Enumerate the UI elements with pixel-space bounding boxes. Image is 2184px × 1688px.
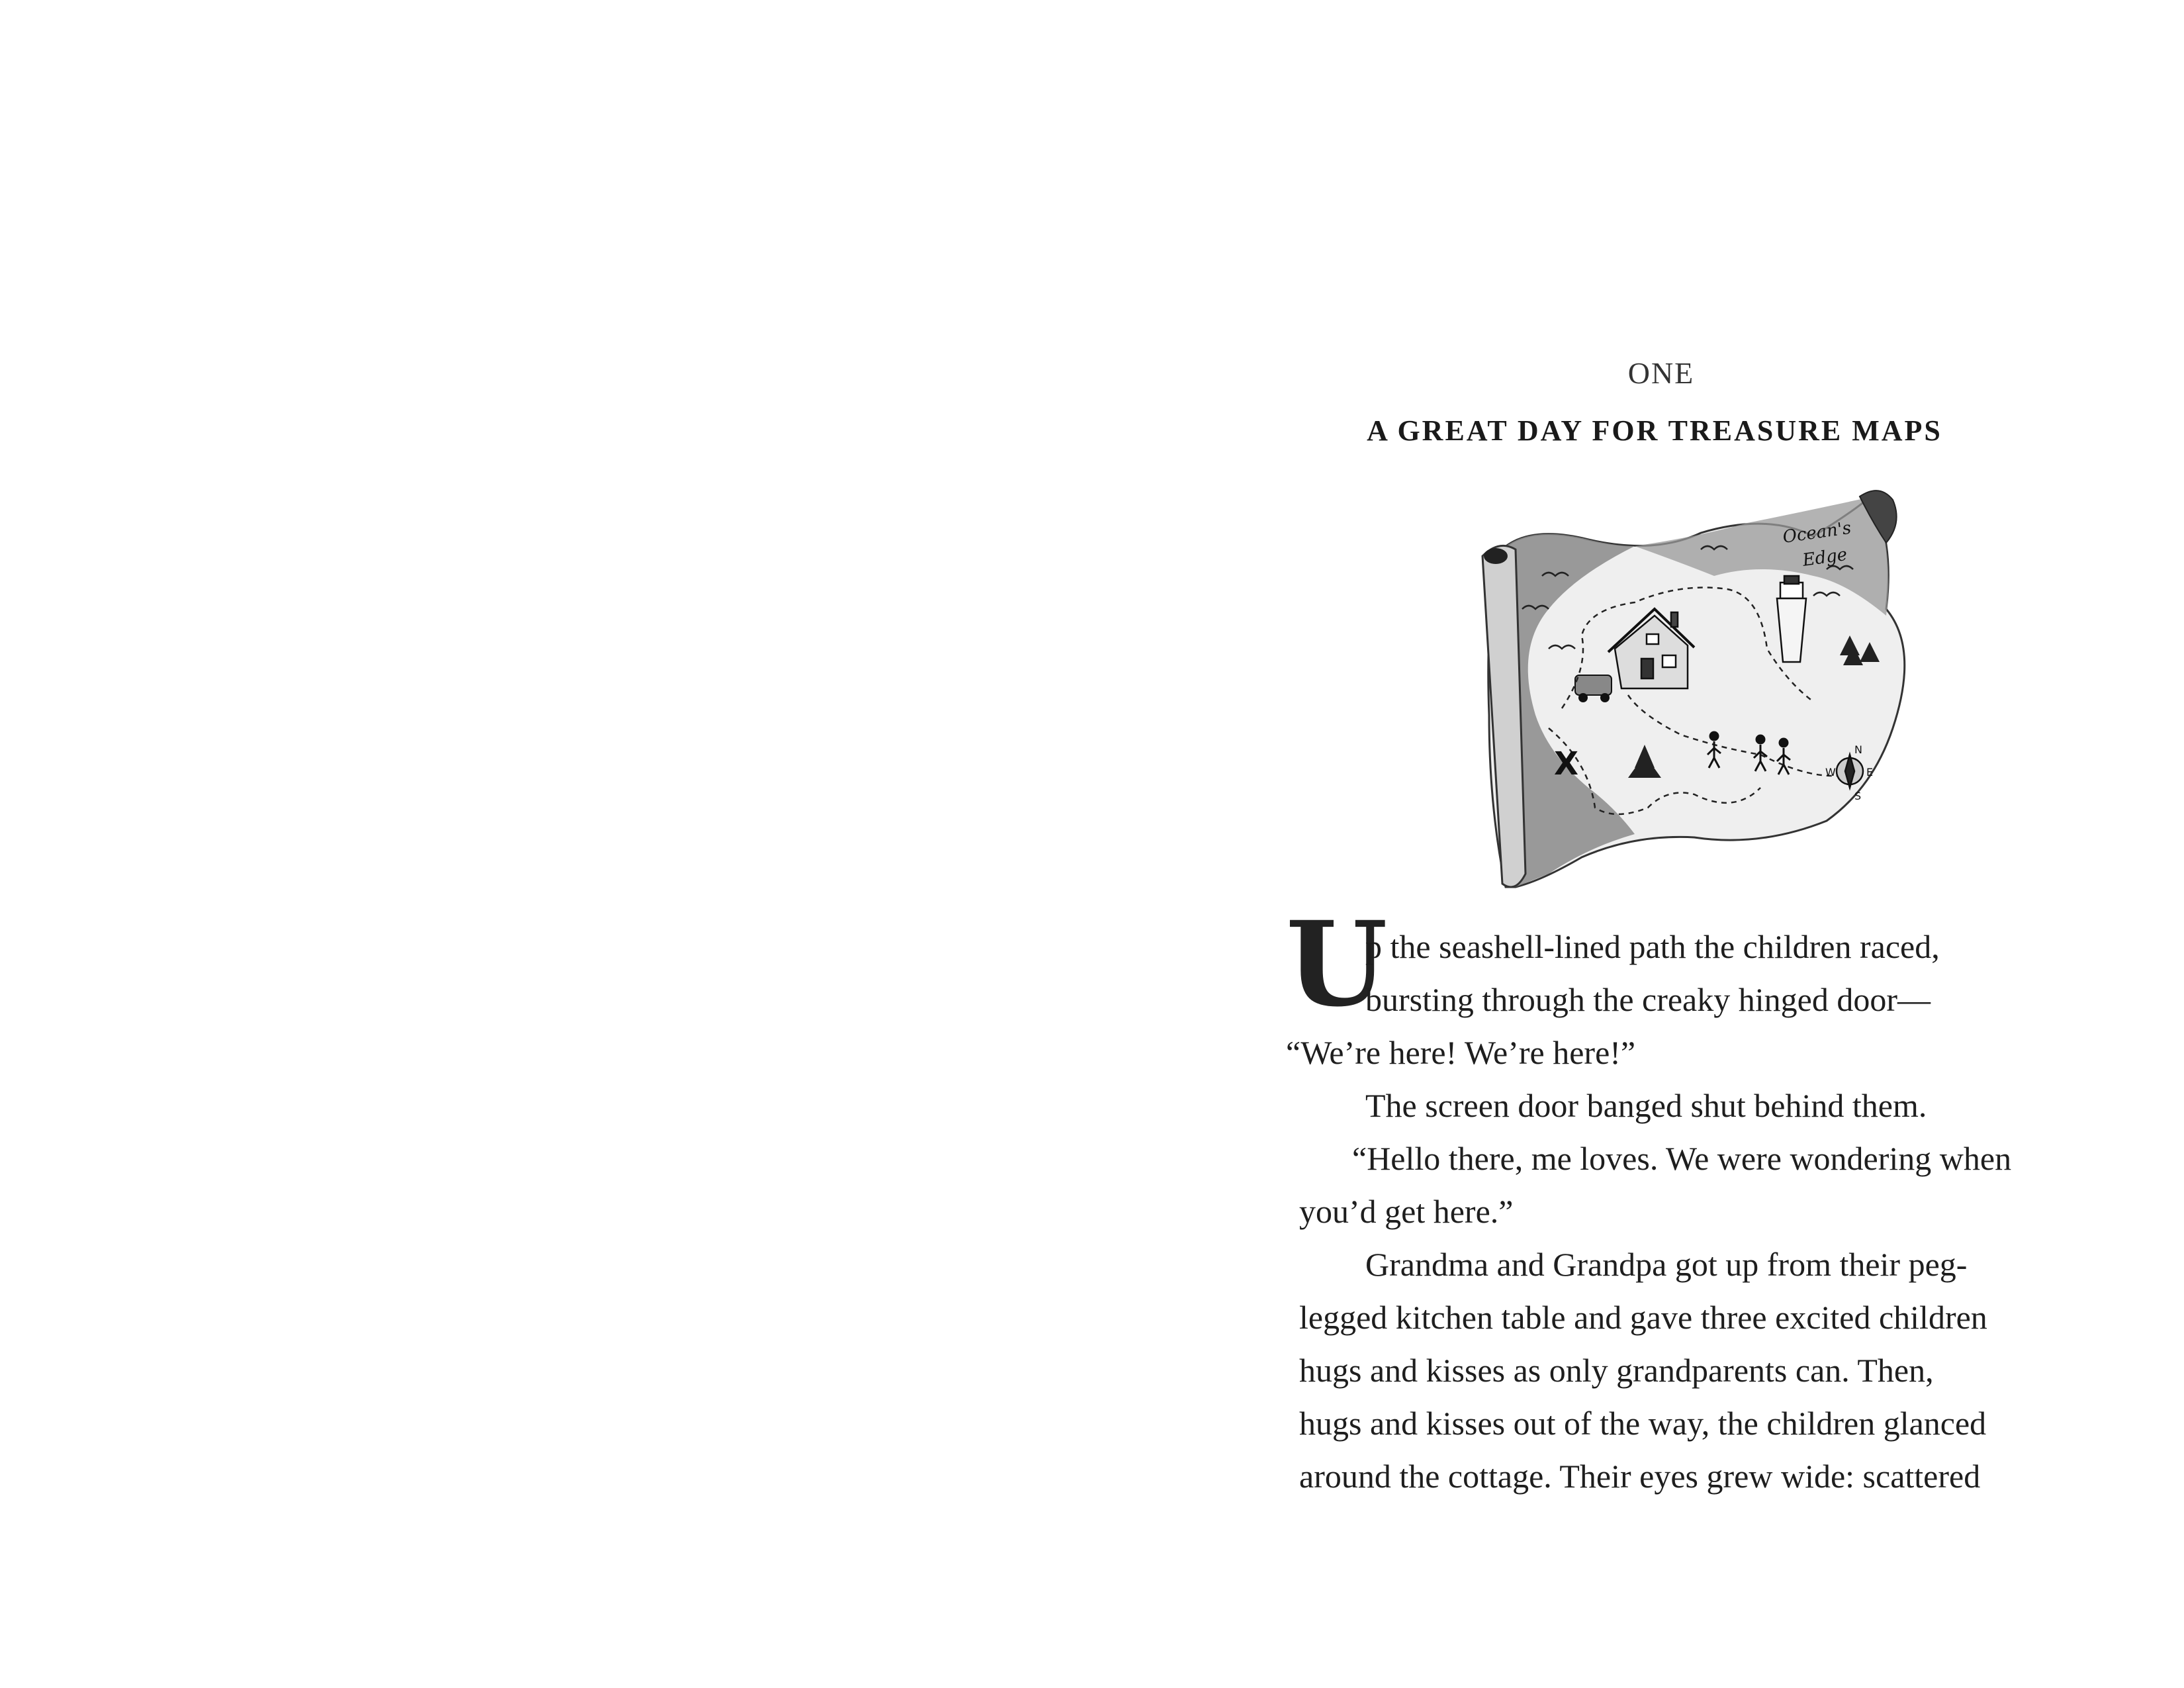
chapter-number: ONE (1627, 356, 1695, 390)
chapter-title: A GREAT DAY FOR TREASURE MAPS (1367, 414, 1942, 447)
scroll-roll-end (1484, 548, 1508, 564)
compass-s: S (1854, 790, 1862, 802)
text-line: hugs and kisses as only grandparents can. Then, (1299, 1352, 1934, 1389)
compass-e: E (1866, 766, 1874, 778)
x-mark: X (1554, 745, 1579, 782)
text-line: p the seashell-lined path the children raced, (1365, 928, 1940, 965)
text-line: hugs and kisses out of the way, the children glanced (1299, 1405, 1987, 1442)
text-line: “Hello there, me loves. We were wondering when (1352, 1140, 2012, 1177)
map-label-oceans: Ocean's (1781, 518, 1852, 547)
right-page (1092, 0, 2184, 1688)
drop-cap: U (1286, 896, 1388, 1033)
compass-w: W (1825, 766, 1836, 778)
text-line: bursting through the creaky hinged door— (1365, 981, 1931, 1018)
text-line: legged kitchen table and gave three excited children (1299, 1299, 1987, 1336)
text-line: The screen door banged shut behind them. (1365, 1087, 1927, 1124)
chapter-body-text (1286, 920, 2014, 1503)
treasure-map-illustration (1416, 477, 1946, 900)
compass-n: N (1854, 743, 1862, 756)
lighthouse-icon (1777, 576, 1806, 662)
text-line: “We’re here! We’re here!” (1286, 1034, 1636, 1071)
map-label-edge: Edge (1801, 544, 1848, 571)
text-line: around the cottage. Their eyes grew wide: scattered (1299, 1458, 1981, 1495)
text-line: Grandma and Grandpa got up from their peg- (1365, 1246, 1968, 1283)
text-line: you’d get here.” (1299, 1193, 1514, 1230)
